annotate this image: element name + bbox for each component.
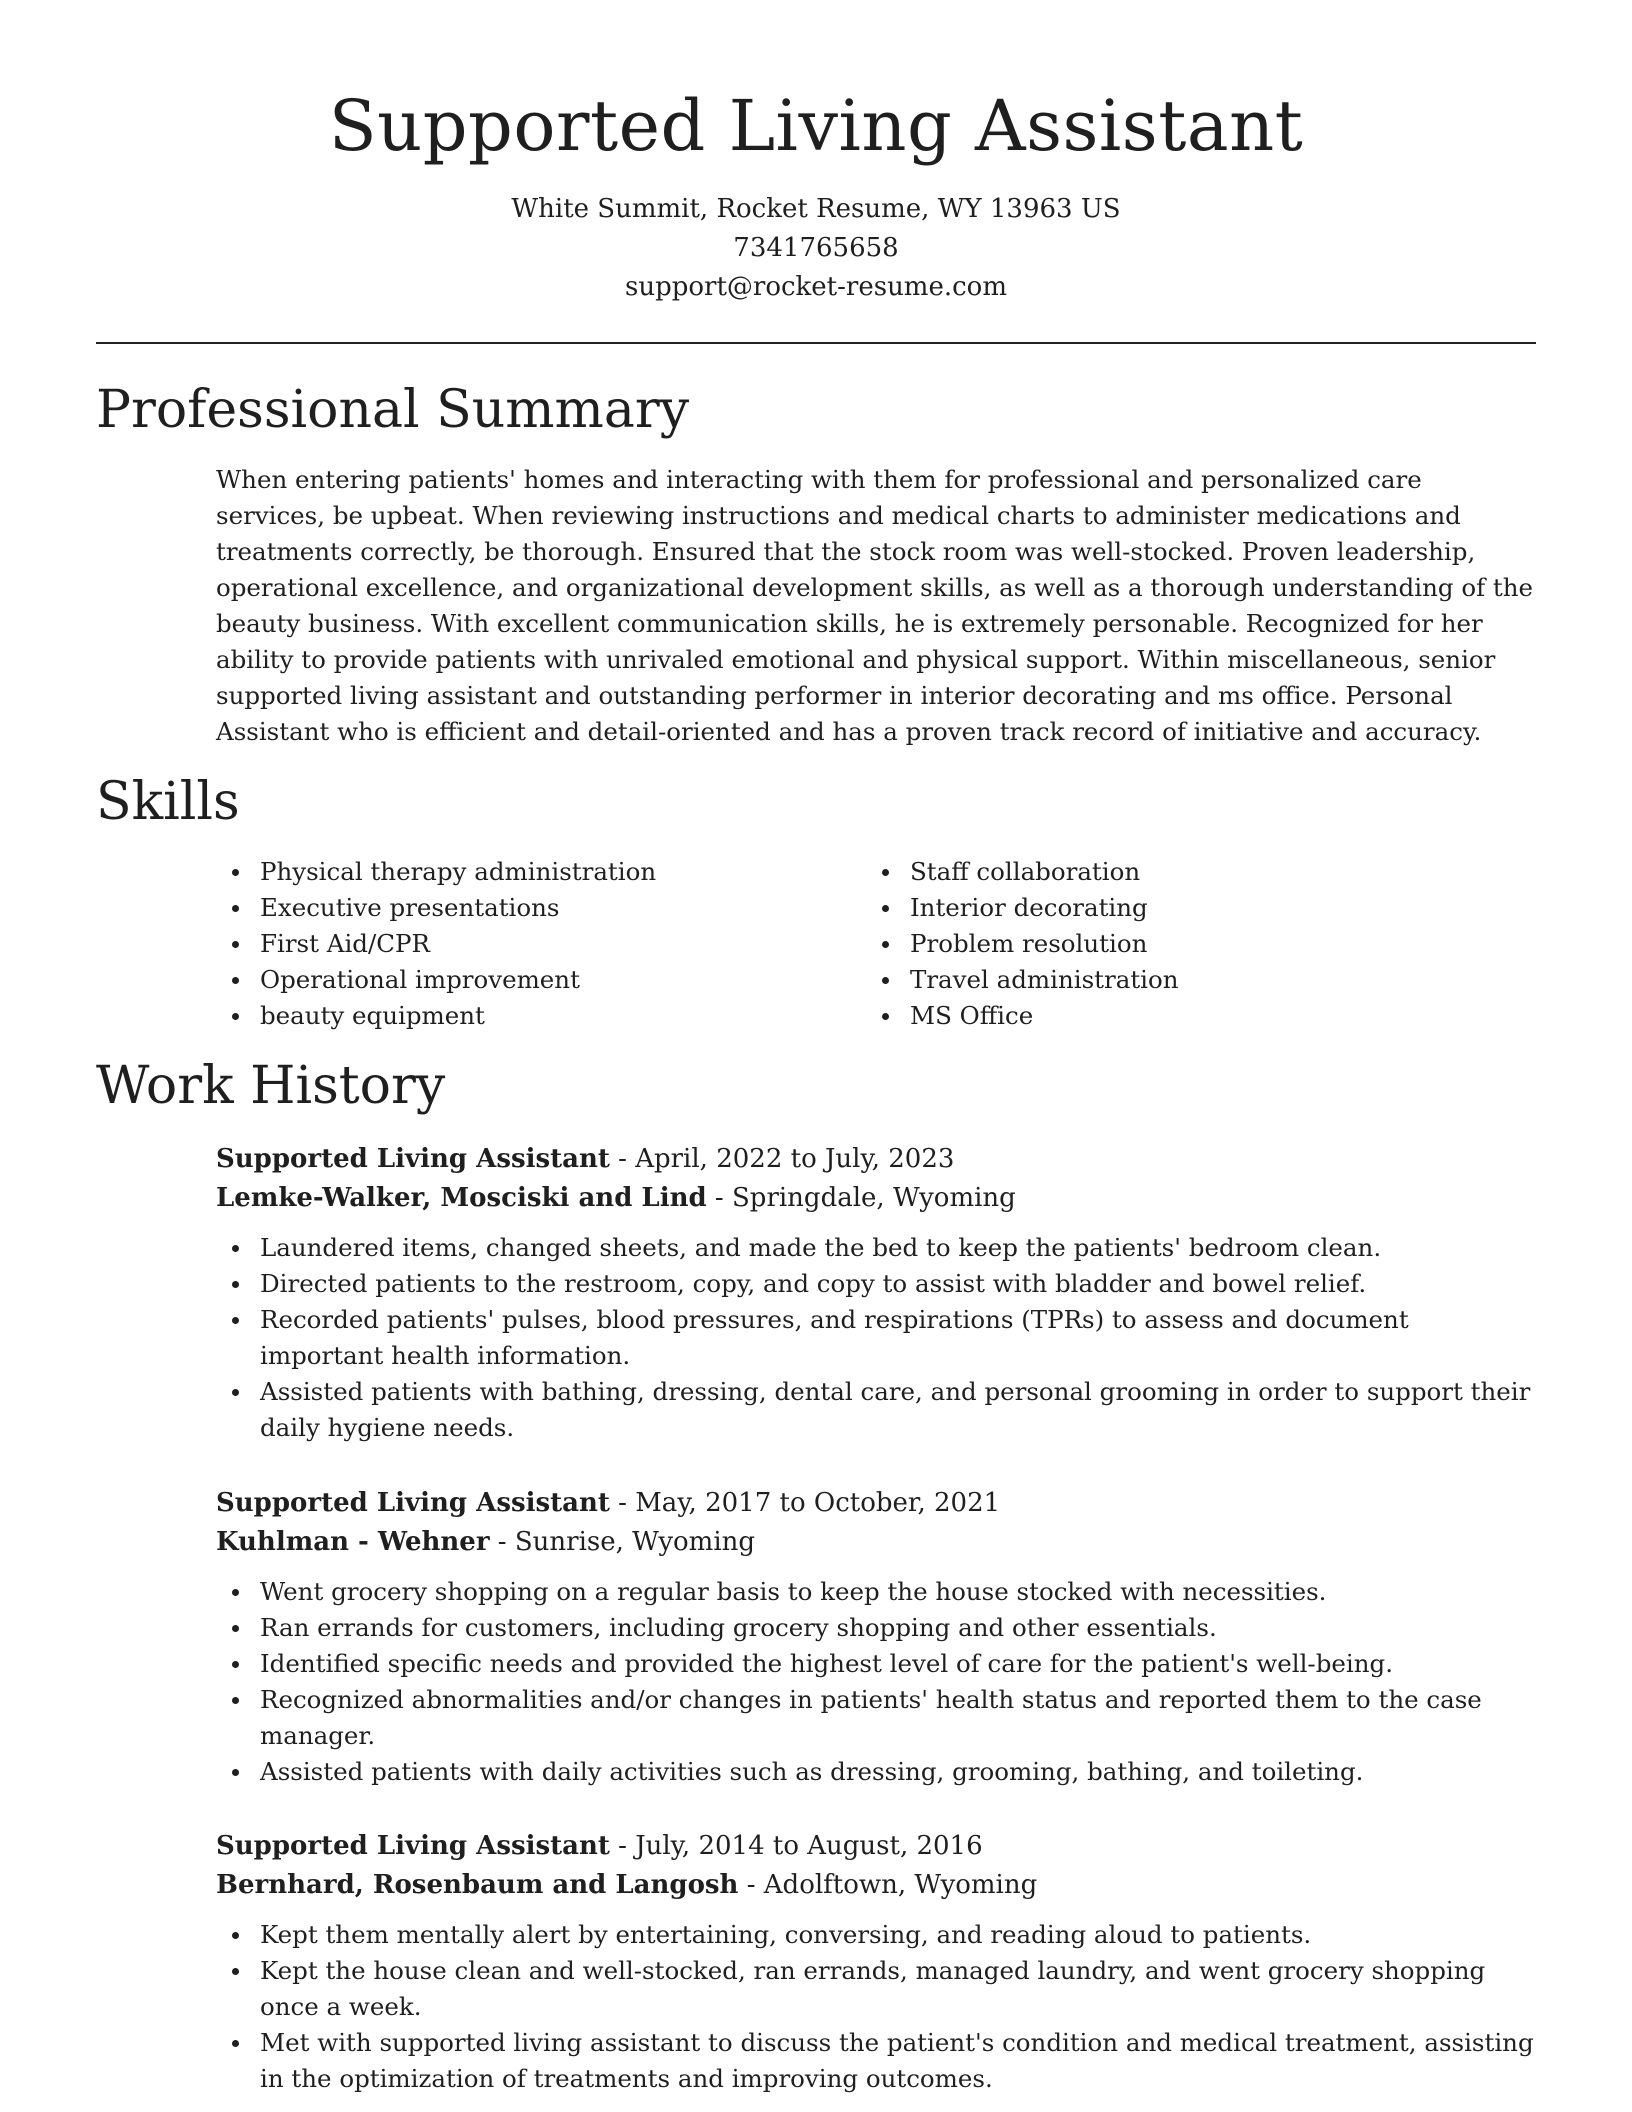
skill-item: Staff collaboration [866, 854, 1466, 890]
job-role: Supported Living Assistant [216, 1144, 610, 1174]
contact-email: support@rocket-resume.com [624, 272, 1007, 302]
job-duty: Laundered items, changed sheets, and made the bed to keep the patients' bedroom clean. [216, 1230, 1536, 1266]
job-company: Kuhlman - Wehner [216, 1527, 490, 1557]
summary-text: When entering patients' homes and interacting with them for professional and personalized care services, be upbeat. When reviewing instructions and medical charts to administer medications and treatments correctly, be thorough. Ensured that the stock room was well-stocked. Proven leadership, operational excellence, and organizational development skills, as well as a thorough understanding of the beauty business. With excellent communication skills, he is extremely personable. Recognized for her ability to provide patients with unrivaled emotional and physical support. Within miscellaneous, senior supported living assistant and outstanding performer in interior decorating and ms office. Personal Assistant who is efficient and detail-oriented and has a proven track record of initiative and accuracy. [216, 465, 1534, 746]
job-duty: Ran errands for customers, including grocery shopping and other essentials. [216, 1610, 1536, 1646]
job-company-line [216, 1523, 1536, 1562]
skills-list-right [866, 854, 1466, 1034]
job-location: - Adolftown, Wyoming [738, 1870, 1038, 1900]
job-duty: Recorded patients' pulses, blood pressures, and respirations (TPRs) to assess and document important health information. [216, 1302, 1536, 1374]
skill-item: beauty equipment [216, 998, 816, 1034]
skill-item: Executive presentations [216, 890, 816, 926]
contact-phone: 7341765658 [733, 233, 899, 263]
contact-address: White Summit, Rocket Resume, WY 13963 US [511, 194, 1121, 224]
job-duty: Recognized abnormalities and/or changes in patients' health status and reported them to the case manager. [216, 1682, 1536, 1754]
skill-item: Problem resolution [866, 926, 1466, 962]
job-location: - Springdale, Wyoming [706, 1183, 1016, 1213]
job-duties-list [216, 1574, 1536, 1790]
skill-item: First Aid/CPR [216, 926, 816, 962]
skill-item: Travel administration [866, 962, 1466, 998]
contact-block [0, 190, 1632, 307]
candidate-name: Supported Living Assistant [328, 85, 1304, 167]
job-entry [216, 1140, 1536, 1446]
job-duty: Kept the house clean and well-stocked, ran errands, managed laundry, and went grocery shopping once a week. [216, 1953, 1536, 2025]
job-duty: Went grocery shopping on a regular basis to keep the house stocked with necessities. [216, 1574, 1536, 1610]
job-duty: Directed patients to the restroom, copy, and copy to assist with bladder and bowel relief. [216, 1266, 1536, 1302]
job-duty: Assisted patients with daily activities such as dressing, grooming, bathing, and toileting. [216, 1754, 1536, 1790]
job-company-line [216, 1866, 1536, 1905]
job-dates: - April, 2022 to July, 2023 [609, 1144, 955, 1174]
job-role: Supported Living Assistant [216, 1831, 610, 1861]
skill-item: Operational improvement [216, 962, 816, 998]
skills-heading: Skills [96, 772, 240, 832]
skill-item: Interior decorating [866, 890, 1466, 926]
job-entry [216, 1827, 1536, 2097]
job-duty: Met with supported living assistant to discuss the patient's condition and medical treatment, assisting in the optimization of treatments and improving outcomes. [216, 2025, 1536, 2097]
job-company: Lemke-Walker, Mosciski and Lind [216, 1183, 707, 1213]
job-entry [216, 1484, 1536, 1790]
job-title-line [216, 1827, 1536, 1866]
job-dates: - May, 2017 to October, 2021 [609, 1488, 1001, 1518]
skills-list-left [216, 854, 816, 1034]
job-duties-list [216, 1230, 1536, 1446]
skill-item: MS Office [866, 998, 1466, 1034]
job-title-line [216, 1484, 1536, 1523]
header-divider [96, 342, 1536, 344]
job-duty: Assisted patients with bathing, dressing, dental care, and personal grooming in order to support their daily hygiene needs. [216, 1374, 1536, 1446]
job-dates: - July, 2014 to August, 2016 [609, 1831, 983, 1861]
job-title-line [216, 1140, 1536, 1179]
job-location: - Sunrise, Wyoming [489, 1527, 756, 1557]
resume-header [0, 0, 1632, 307]
skill-item: Physical therapy administration [216, 854, 816, 890]
job-duty: Identified specific needs and provided the highest level of care for the patient's well-being. [216, 1646, 1536, 1682]
work-history-heading: Work History [96, 1056, 446, 1116]
job-company: Bernhard, Rosenbaum and Langosh [216, 1870, 739, 1900]
job-role: Supported Living Assistant [216, 1488, 610, 1518]
job-company-line [216, 1179, 1536, 1218]
summary-heading: Professional Summary [96, 380, 690, 440]
job-duties-list [216, 1917, 1536, 2097]
job-duty: Kept them mentally alert by entertaining, conversing, and reading aloud to patients. [216, 1917, 1536, 1953]
